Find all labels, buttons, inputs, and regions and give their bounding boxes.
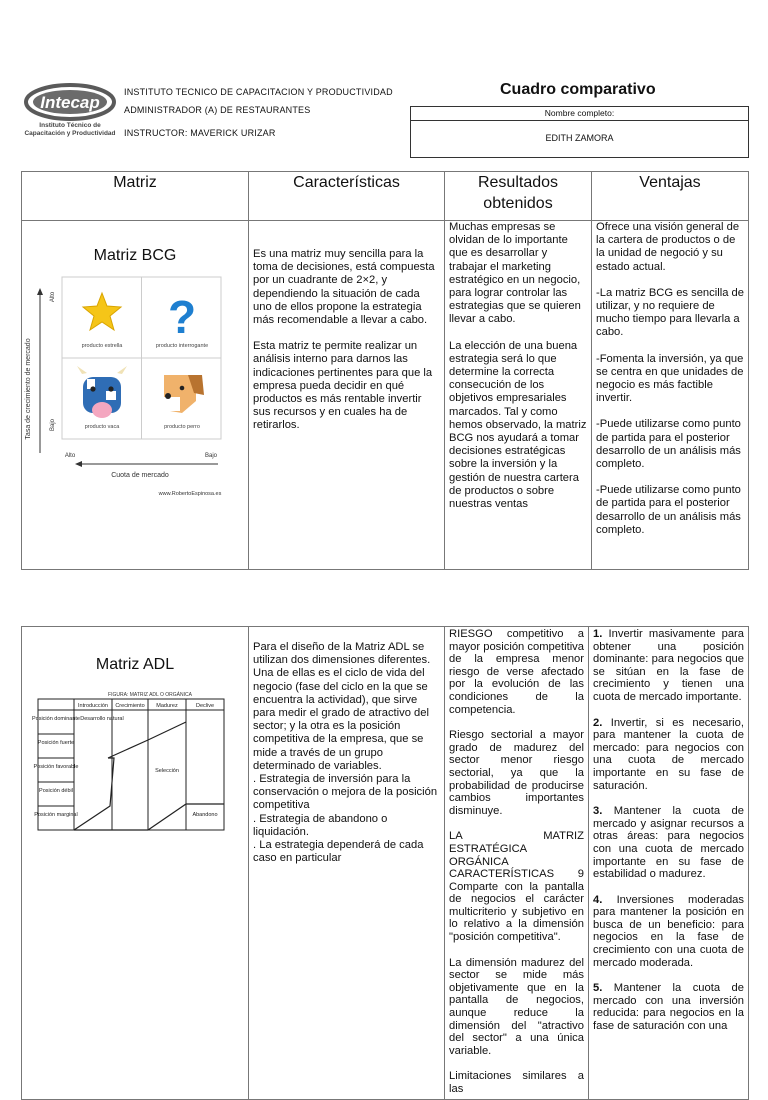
bcg-q2-label: producto interrogante: [155, 343, 209, 349]
adl-ventaja-1-num: 1.: [593, 628, 603, 640]
bcg-caracteristica-1: Es una matriz muy sencilla para la toma de decisiones, está compuesta por un cuadrante de 2×2, y dependiendo la situación de cada uno de ellos propone la estrategia más recomendable a llevar a cabo.: [253, 248, 435, 327]
header-resultados: Resultados obtenidos: [445, 172, 592, 221]
bcg-ventaja-1: Ofrece una visión general de la cartera de productos o de la unidad de negoció y su estado actual.: [596, 221, 740, 273]
bcg-ventaja-5: -Puede utilizarse como punto de partida para el posterior desarrollo de un análisis más completo.: [596, 484, 741, 536]
adl-title: Matriz ADL: [95, 656, 175, 673]
bcg-ventajas-cell: [592, 221, 749, 570]
name-value: EDITH ZAMORA: [545, 133, 614, 143]
adl-ventaja-3-num: 3.: [593, 805, 603, 818]
comparison-table-1: [21, 171, 749, 570]
adl-zone-abandono: Abandono: [192, 812, 218, 818]
logo-word: Intecap: [40, 93, 100, 112]
adl-fig-title: FIGURA: MATRIZ ADL O ORGÁNICA: [108, 692, 192, 698]
adl-ventaja-4-num: 4.: [593, 893, 603, 906]
adl-ventaja-4: [593, 894, 744, 970]
bcg-credit: www.RobertoEspinosa.es: [158, 491, 222, 497]
adl-col-introduccion: Introducción: [78, 703, 108, 709]
bcg-q3-label: producto vaca: [84, 424, 120, 430]
adl-zone-seleccion: Selección: [155, 768, 179, 774]
header-ventajas: Ventajas: [592, 172, 749, 221]
adl-ventaja-1-text: Invertir masivamente para obtener una posición dominante: para negocios que se sitúan en la fase de crecimiento y tienen una cuota de mercado importante.: [593, 628, 744, 703]
bcg-y-alto: Alto: [50, 291, 56, 303]
adl-ventaja-1: [593, 628, 744, 704]
bcg-x-alto: Alto: [64, 453, 76, 459]
adl-row-fuerte: Posición fuerte: [37, 740, 75, 746]
bcg-x-arrow: [75, 461, 82, 467]
adl-ventaja-5-num: 5.: [593, 982, 603, 995]
logo-subtitle-2: Capacitación y Productividad: [24, 130, 116, 137]
header-matriz: Matriz: [22, 172, 249, 221]
comparison-table-2: [21, 626, 749, 1100]
adl-zone-desarrollo: Desarrollo natural: [80, 716, 124, 722]
bcg-y-label: Tasa de crecimiento de mercado: [25, 338, 32, 440]
bcg-resultado-2: La elección de una buena estrategia será lo que determine la correcta consecución de los objetivos empresariales marcados. Tal y como hemos observado, la matriz BCG nos ayudará a tomar decisiones estratégicas sobre la inversión y la gestión de nuestra cartera de productos o sobre nuestras ventas: [449, 339, 587, 511]
adl-ventaja-5: [593, 982, 744, 1032]
adl-ventaja-3: [593, 805, 744, 881]
adl-resultado-5: Limitaciones similares a las: [449, 1070, 584, 1095]
adl-ventajas-cell: [589, 627, 749, 1100]
adl-matrix-cell: [22, 627, 249, 1100]
adl-col-madurez: Madurez: [156, 703, 178, 709]
adl-row-debil: Posición débil: [39, 788, 73, 794]
adl-col-declive: Declive: [195, 703, 215, 709]
adl-resultado-3: LA MATRIZ ESTRATÉGICA ORGÁNICA CARACTERÍSTICAS 9 Comparte con la pantalla de negocios el carácter multicriterio y subjetivo en lo relativo a la dimensión "posición competitiva".: [449, 830, 584, 944]
bcg-diagram: [22, 271, 248, 501]
adl-ventaja-3-text: Mantener la cuota de mercado y asignar recursos a otras áreas: para negocios con una cuota de mercado importante en su fase de estabilidad o madurez.: [593, 805, 744, 881]
bcg-matrix-cell: [22, 221, 249, 570]
course-name: ADMINISTRADOR (A) DE RESTAURANTES: [124, 105, 311, 115]
bcg-x-bajo: Bajo: [204, 453, 218, 459]
adl-col-crecimiento: Crecimiento: [115, 703, 145, 709]
bcg-q4-label: producto perro: [164, 424, 200, 430]
adl-ventaja-2: [593, 717, 744, 793]
adl-ventaja-2-num: 2.: [593, 716, 603, 729]
name-label: Nombre completo:: [411, 107, 748, 121]
adl-resultado-2: Riesgo sectorial a mayor grado de madurez del sector menor riesgo sectorial, ya que la probabilidad de producirse cambios importantes disminuye.: [449, 729, 584, 817]
bcg-title: Matriz BCG: [93, 247, 177, 264]
bcg-ventaja-2: -La matriz BCG es sencilla de utilizar, y no requiere de mucho tiempo para llevarla a cabo.: [596, 286, 744, 339]
document-title: Cuadro comparativo: [500, 81, 656, 98]
adl-row-dominante: Posición dominante: [31, 716, 81, 722]
bcg-caracteristica-2: Esta matriz te permite realizar un análisis interno para darnos las indicaciones pertinentes para que la empresa pueda decidir en qué productos es más rentable invertir sus recursos y en cuales ha de retirarlos.: [253, 340, 433, 432]
adl-ventaja-2-text: Invertir, si es necesario, para mantener la cuota de mercado: para negocios con una cuota de mercado importante en su fase de saturación.: [593, 716, 744, 792]
intecap-logo-mark: [22, 82, 118, 142]
adl-ventaja-5-text: Mantener la cuota de mercado con una inversión reducida: para negocios en la fase de saturación con una: [593, 982, 744, 1033]
bcg-y-arrow: [37, 288, 43, 295]
bcg-ventaja-3: -Fomenta la inversión, ya que se centra en que unidades de negocio es más factible invertir.: [596, 352, 744, 405]
adl-caracteristica-1: Para el diseño de la Matriz ADL se utilizan dos dimensiones diferentes. Una de ellas es el ciclo de vida del negocio (fase del ciclo en la que se encuentra la actividad), que sirve para medir el grado de atractivo del sector; y la otra es la posición competitiva de la empresa, que se mide a través de un grupo determinado de variables.: [253, 641, 431, 772]
adl-row-marginal: Posición marginal: [34, 812, 78, 818]
question-mark-icon: ?: [167, 291, 197, 343]
instructor-name: INSTRUCTOR: MAVERICK URIZAR: [124, 128, 276, 138]
bcg-caracteristicas-cell: [249, 221, 445, 570]
bcg-ventaja-4: -Puede utilizarse como punto de partida para el posterior desarrollo de un análisis más completo.: [596, 418, 741, 471]
adl-caracteristica-3: . Estrategia de abandono o liquidación.: [253, 812, 388, 838]
adl-resultado-1: RIESGO competitivo a mayor posición competitiva de la empresa menor riesgo de verse afectado por la evolución de las condiciones de la competencia.: [449, 628, 584, 716]
adl-caracteristica-4: . La estrategia dependerá de cada caso en particular: [253, 839, 424, 865]
header-caracteristicas: Características: [249, 172, 445, 221]
adl-caracteristicas-cell: [249, 627, 445, 1100]
adl-ventaja-4-text: Inversiones moderadas para mantener la posición en busca de un beneficio: para negocios en la fase de crecimiento con una cuota de mercado moderada.: [593, 893, 744, 969]
institute-name: INSTITUTO TECNICO DE CAPACITACION Y PRODUCTIVIDAD: [124, 87, 393, 97]
adl-resultados-cell: [445, 627, 589, 1100]
adl-diagram: [22, 682, 248, 852]
bcg-y-bajo: Bajo: [50, 418, 56, 432]
bcg-x-label: Cuota de mercado: [111, 472, 169, 479]
adl-resultado-4: La dimensión madurez del sector se mide más objetivamente que en la pantalla de negocios, aunque reduce la dimensión del "atractivo del sector" a una única variable.: [449, 956, 584, 1057]
bcg-resultados-cell: [445, 221, 592, 570]
institute-logo: [22, 82, 118, 142]
logo-subtitle-1: Instituto Técnico de: [39, 122, 101, 129]
adl-row-favorable: Posición favorable: [33, 764, 79, 770]
adl-caracteristica-2: . Estrategia de inversión para la conservación o mejora de la posición competitiva: [253, 773, 438, 812]
bcg-resultado-1: Muchas empresas se olvidan de lo importante que es desarrollar y trabajar el marketing estratégico en un negocio, para lograr controlar las estrategias que se quieren llevar a cabo.: [449, 221, 581, 326]
bcg-q1-label: producto estrella: [81, 343, 123, 349]
name-box: [410, 106, 749, 158]
